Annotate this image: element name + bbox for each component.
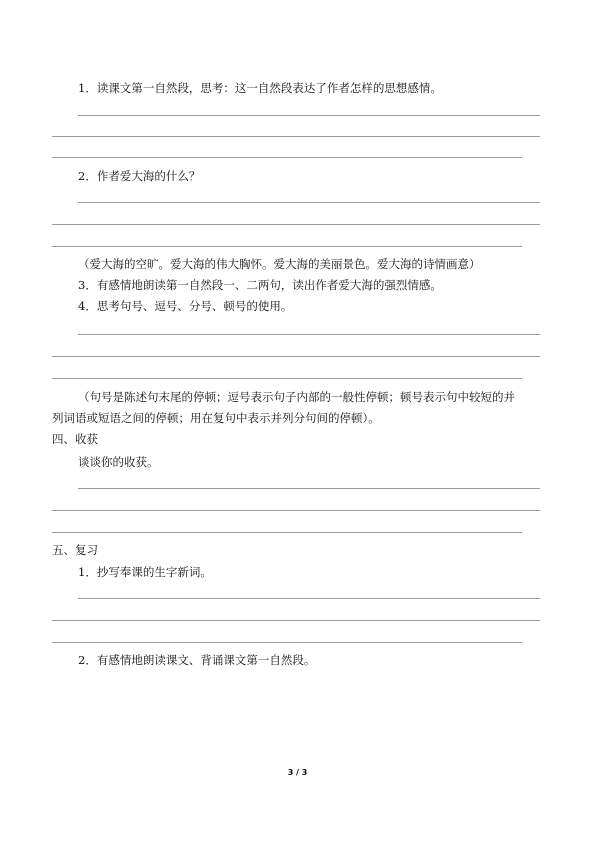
answer-line [52, 136, 540, 137]
answer-line [52, 642, 522, 643]
answer-line [78, 115, 540, 116]
section-4-heading: 四、收获 [52, 432, 98, 446]
answer-line [78, 334, 540, 335]
answer-line [52, 510, 540, 511]
answer-line [52, 356, 540, 357]
section-5-question-1: 1．抄写奉课的生字新词。 [78, 565, 212, 579]
answer-line [52, 224, 540, 225]
answer-line [52, 157, 522, 158]
answer-line [78, 488, 540, 489]
question-3: 3．有感情地朗读第一自然段一、二两句，读出作者爱大海的强烈情感。 [78, 278, 442, 292]
question-2: 2．作者爱大海的什么？ [78, 169, 201, 183]
answer-line [52, 378, 522, 379]
answer-line [52, 246, 522, 247]
answer-line [52, 620, 540, 621]
section-5-heading: 五、复习 [52, 543, 98, 557]
answer-line [78, 598, 540, 599]
section-4-prompt: 谈谈你的收获。 [78, 455, 159, 469]
question-4-answer-line-2: 列词语或短语之间的停顿；用在复句中表示并列分句间的停顿）。 [52, 411, 380, 425]
section-5-question-2: 2．有感情地朗读课文、背诵课文第一自然段。 [78, 653, 316, 667]
question-2-answer: （爱大海的空旷。爱大海的伟大胸怀。爱大海的美丽景色。爱大海的诗情画意） [78, 257, 481, 271]
question-1: 1．读课文第一自然段，思考：这一自然段表达了作者怎样的思想感情。 [78, 81, 442, 95]
answer-line [78, 202, 540, 203]
question-4-answer-line-1: （句号是陈述句末尾的停顿；逗号表示句子内部的一般性停顿；顿号表示句中较短的并 [78, 390, 515, 404]
question-4: 4．思考句号、逗号、分号、顿号的使用。 [78, 299, 293, 313]
answer-line [52, 532, 522, 533]
page-number: 3 / 3 [287, 768, 308, 777]
